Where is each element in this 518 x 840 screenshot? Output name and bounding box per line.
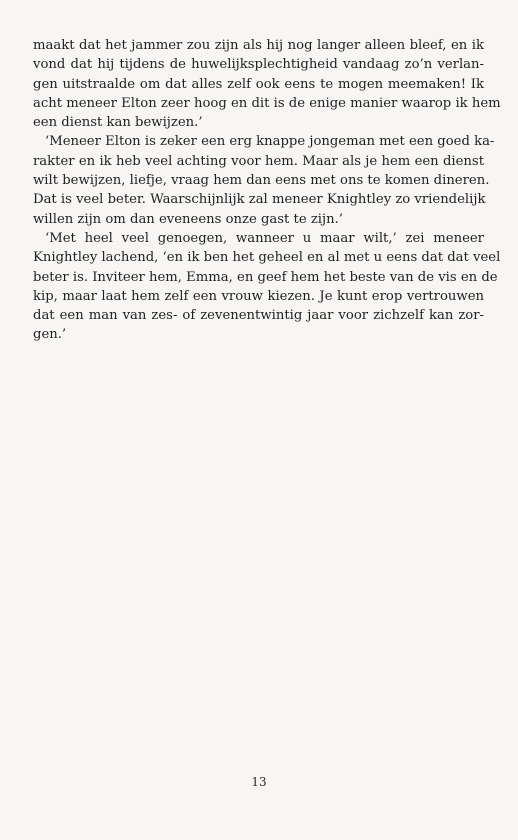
text-line: Dat is veel beter. Waarschijnlijk zal meneer Knightley zo vriendelijk bbox=[33, 192, 486, 208]
text-line: acht meneer Elton zeer hoog en dit is de enige manier waarop ik hem bbox=[33, 95, 501, 111]
text-line: beter is. Inviteer hem, Emma, en geef hem het beste van de vis en de bbox=[33, 269, 498, 285]
page-number: 13 bbox=[251, 775, 267, 789]
text-line: maakt dat het jammer zou zijn als hij nog langer alleen bleef, en ik bbox=[33, 38, 484, 53]
text-line: Knightley lachend, ‘en ik ben het geheel en al met u eens dat dat veel bbox=[33, 250, 501, 266]
text-line: kip, maar laat hem zelf een vrouw kiezen. Je kunt erop vertrouwen bbox=[33, 288, 484, 304]
text-line: rakter en ik heb veel achting voor hem. Maar als je hem een dienst bbox=[33, 153, 484, 169]
text-line: vond dat hij tijdens de huwelijksplechtigheid vandaag zo’n verlan- bbox=[33, 57, 484, 73]
text-line: ‘Meneer Elton is zeker een erg knappe jongeman met een goed ka- bbox=[45, 134, 495, 150]
text-line: gen.’ bbox=[33, 327, 67, 343]
text-line: dat een man van zes- of zevenentwintig jaar voor zichzelf kan zor- bbox=[33, 308, 484, 324]
body-text bbox=[33, 36, 501, 345]
text-line: wilt bewijzen, liefje, vraag hem dan eens met ons te komen dineren. bbox=[33, 173, 490, 189]
text-line: een dienst kan bewijzen.’ bbox=[33, 115, 203, 131]
text-line: willen zijn om dan eveneens onze gast te zijn.’ bbox=[33, 211, 343, 227]
text-line: ‘Met heel veel genoegen, wanneer u maar wilt,’ zei meneer bbox=[45, 230, 484, 246]
text-line: gen uitstraalde om dat alles zelf ook eens te mogen meemaken! Ik bbox=[33, 76, 484, 92]
